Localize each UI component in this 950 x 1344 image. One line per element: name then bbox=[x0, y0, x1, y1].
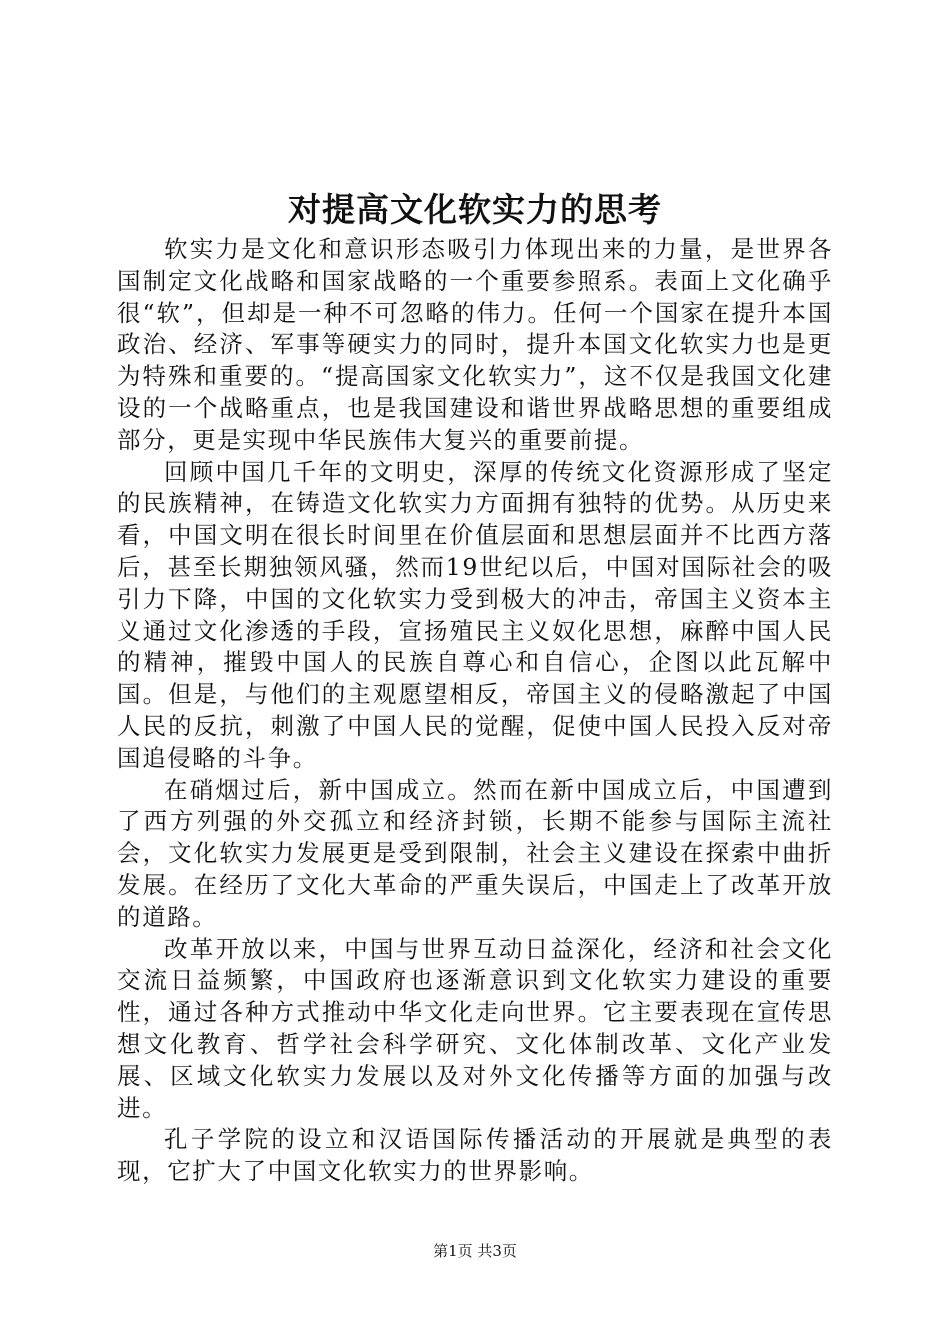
document-body bbox=[117, 234, 833, 1188]
paragraph-2: 回顾中国几千年的文明史，深厚的传统文化资源形成了坚定的民族精神，在铸造文化软实力方面拥有独特的优势。从历史来看，中国文明在很长时间里在价值层面和思想层面并不比西方落后，甚至长期独领风骚，然而19世纪以后，中国对国际社会的吸引力下降，中国的文化软实力受到极大的冲击，帝国主义资本主义通过文化渗透的手段，宣扬殖民主义奴化思想，麻醉中国人民的精神，摧毁中国人的民族自尊心和自信心，企图以此瓦解中国。但是，与他们的主观愿望相反，帝国主义的侵略激起了中国人民的反抗，刺激了中国人民的觉醒，促使中国人民投入反对帝国追侵略的斗争。 bbox=[117, 457, 833, 772]
paragraph-4: 改革开放以来，中国与世界互动日益深化，经济和社会文化交流日益频繁，中国政府也逐渐意识到文化软实力建设的重要性，通过各种方式推动中华文化走向世界。它主要表现在宣传思想文化教育、哲学社会科学研究、文化体制改革、文化产业发展、区域文化软实力发展以及对外文化传播等方面的加强与改进。 bbox=[117, 934, 833, 1122]
page-number-footer: 第1页 共3页 bbox=[433, 1242, 517, 1260]
paragraph-1: 软实力是文化和意识形态吸引力体现出来的力量，是世界各国制定文化战略和国家战略的一个重要参照系。表面上文化确乎很“软”，但却是一种不可忽略的伟力。任何一个国家在提升本国政治、经济、军事等硬实力的同时，提升本国文化软实力也是更为特殊和重要的。“提高国家文化软实力”，这不仅是我国文化建设的一个战略重点，也是我国建设和谐世界战略思想的重要组成部分，更是实现中华民族伟大复兴的重要前提。 bbox=[117, 235, 833, 454]
paragraph-3: 在硝烟过后，新中国成立。然而在新中国成立后，中国遭到了西方列强的外交孤立和经济封锁，长期不能参与国际主流社会，文化软实力发展更是受到限制，社会主义建设在探索中曲折发展。在经历了文化大革命的严重失误后，中国走上了改革开放的道路。 bbox=[117, 775, 833, 931]
paragraph-5: 孔子学院的设立和汉语国际传播活动的开展就是典型的表现，它扩大了中国文化软实力的世界影响。 bbox=[117, 1125, 833, 1186]
document-title: 对提高文化软实力的思考 bbox=[288, 190, 662, 229]
